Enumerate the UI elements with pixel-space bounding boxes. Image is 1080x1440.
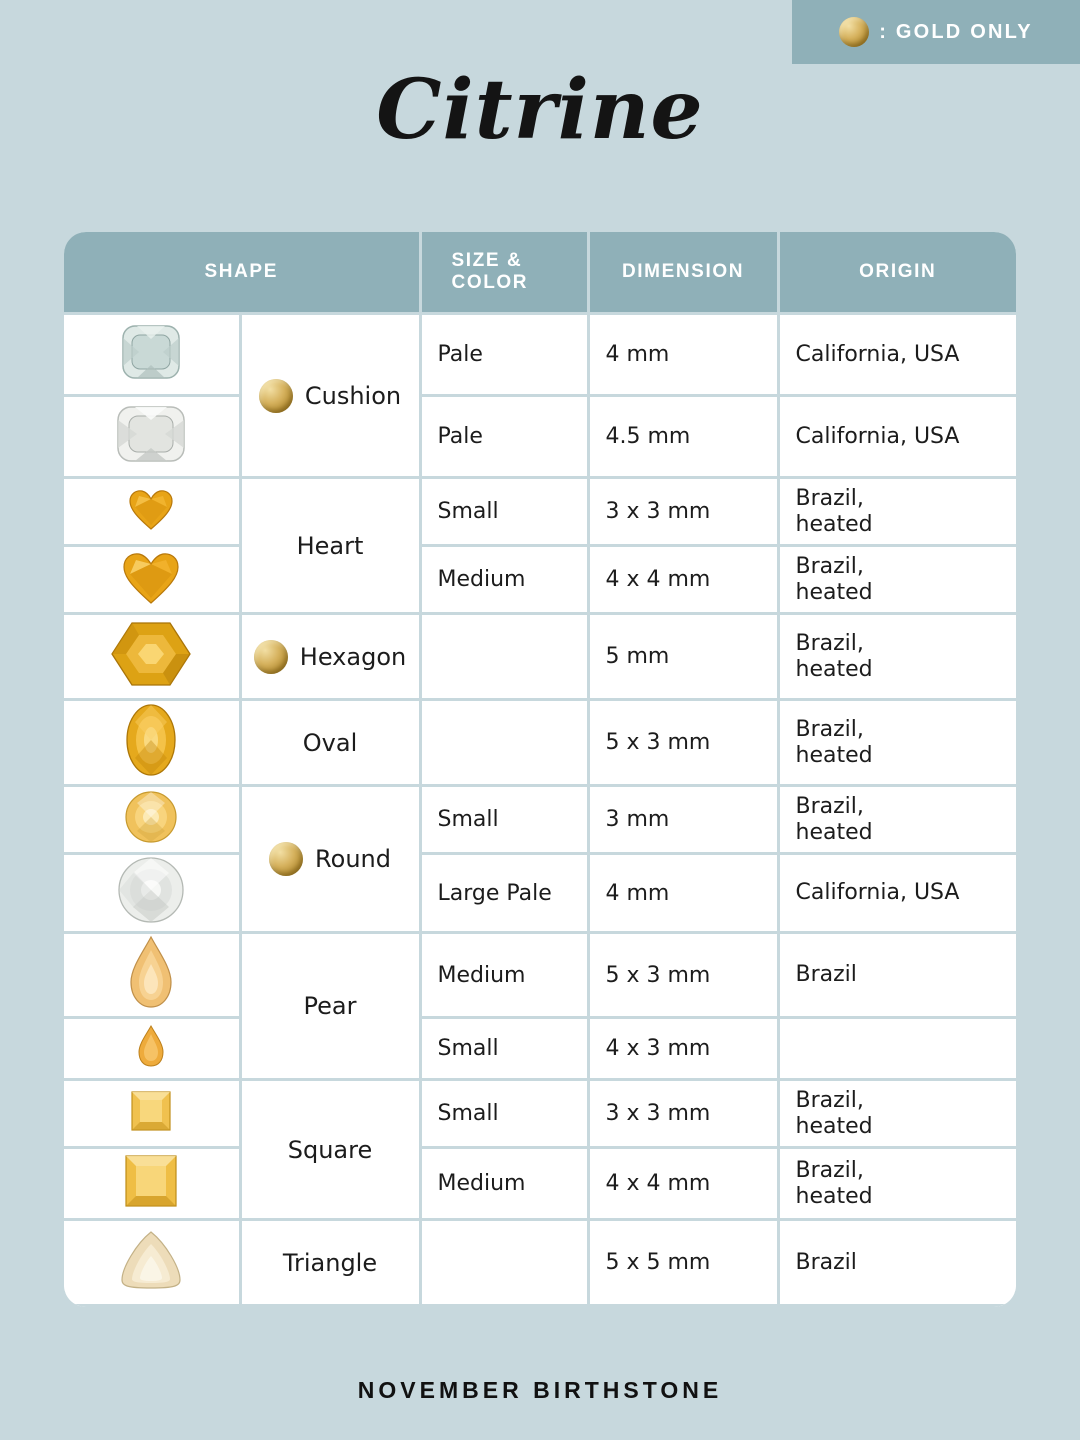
dimension-cell: 5 x 3 mm — [588, 933, 778, 1018]
origin-cell — [778, 1018, 1016, 1080]
shape-name-cell — [240, 933, 420, 1080]
shape-label: Heart — [296, 531, 364, 560]
gold-circle-icon — [269, 842, 303, 876]
gemstone-table-card — [64, 232, 1016, 1307]
dimension-cell: 4 mm — [588, 314, 778, 396]
table-row — [64, 700, 1016, 786]
table-row — [64, 786, 1016, 854]
gold-circle-icon — [259, 379, 293, 413]
size-color-cell: Small — [420, 1080, 588, 1148]
table-row — [64, 1148, 1016, 1220]
dimension-cell: 4 x 3 mm — [588, 1018, 778, 1080]
dimension-cell: 3 x 3 mm — [588, 1080, 778, 1148]
dimension-cell: 3 x 3 mm — [588, 478, 778, 546]
gem-image-cell — [64, 1080, 240, 1148]
dimension-cell: 4 x 4 mm — [588, 1148, 778, 1220]
heart-small-gem-icon — [127, 487, 175, 531]
table-row — [64, 854, 1016, 933]
size-color-cell: Medium — [420, 1148, 588, 1220]
shape-label: Pear — [303, 992, 357, 1020]
origin-cell: California, USA — [778, 854, 1016, 933]
gem-image-cell — [64, 396, 240, 478]
gem-image-cell — [64, 314, 240, 396]
page-title: Citrine — [376, 62, 704, 158]
table-row — [64, 614, 1016, 700]
gold-circle-icon — [254, 640, 288, 674]
dimension-cell: 4 mm — [588, 854, 778, 933]
table-row — [64, 1220, 1016, 1306]
pear-medium-gem-icon — [127, 934, 175, 1010]
dimension-cell: 4.5 mm — [588, 396, 778, 478]
table-body — [64, 314, 1016, 1306]
column-header-size-color: SIZE & COLOR — [420, 232, 588, 314]
column-header-shape: SHAPE — [64, 232, 420, 314]
size-color-cell — [420, 614, 588, 700]
origin-cell: Brazil, heated — [778, 614, 1016, 700]
origin-cell: California, USA — [778, 314, 1016, 396]
origin-cell: Brazil, heated — [778, 700, 1016, 786]
shape-label: Square — [287, 1135, 373, 1164]
gem-image-cell — [64, 1148, 240, 1220]
cushion-pale-gem-2-icon — [113, 402, 189, 466]
gold-only-badge — [792, 0, 1080, 64]
dimension-cell: 4 x 4 mm — [588, 546, 778, 614]
oval-gem-icon — [123, 702, 179, 778]
size-color-cell: Large Pale — [420, 854, 588, 933]
size-color-cell: Pale — [420, 396, 588, 478]
table-row — [64, 314, 1016, 396]
gold-only-label: : GOLD ONLY — [879, 20, 1033, 43]
shape-name-cell — [240, 1080, 420, 1220]
shape-name-cell — [240, 478, 420, 614]
gem-image-cell — [64, 546, 240, 614]
size-color-cell — [420, 700, 588, 786]
size-color-cell: Small — [420, 786, 588, 854]
table-header — [64, 232, 1016, 314]
table-row — [64, 1080, 1016, 1148]
gemstone-table — [64, 232, 1016, 1307]
gem-image-cell — [64, 1220, 240, 1306]
dimension-cell: 3 mm — [588, 786, 778, 854]
size-color-cell: Medium — [420, 933, 588, 1018]
shape-label: Oval — [302, 728, 358, 757]
gem-image-cell — [64, 786, 240, 854]
hexagon-gem-icon — [108, 619, 194, 689]
size-color-cell: Pale — [420, 314, 588, 396]
gem-image-cell — [64, 933, 240, 1018]
origin-cell: Brazil, heated — [778, 1080, 1016, 1148]
gem-image-cell — [64, 854, 240, 933]
shape-label: Hexagon — [299, 642, 407, 671]
triangle-gem-icon — [116, 1228, 186, 1292]
origin-cell: Brazil — [778, 1220, 1016, 1306]
shape-label: Triangle — [282, 1248, 378, 1277]
dimension-cell: 5 mm — [588, 614, 778, 700]
shape-name-cell — [240, 786, 420, 933]
heart-medium-gem-icon — [120, 549, 182, 605]
origin-cell: Brazil, heated — [778, 546, 1016, 614]
gold-circle-icon — [839, 17, 869, 47]
gem-image-cell — [64, 1018, 240, 1080]
size-color-cell: Small — [420, 1018, 588, 1080]
origin-cell: Brazil, heated — [778, 478, 1016, 546]
shape-name-cell — [240, 614, 420, 700]
origin-cell: Brazil — [778, 933, 1016, 1018]
square-medium-gem-icon — [122, 1152, 180, 1210]
origin-cell: Brazil, heated — [778, 786, 1016, 854]
footer-caption: NOVEMBER BIRTHSTONE — [357, 1377, 723, 1403]
shape-name-cell — [240, 700, 420, 786]
round-small-gem-icon — [123, 789, 179, 845]
dimension-cell: 5 x 3 mm — [588, 700, 778, 786]
shape-name-cell — [240, 314, 420, 478]
table-row — [64, 546, 1016, 614]
round-large-pale-gem-icon — [116, 855, 186, 925]
size-color-cell — [420, 1220, 588, 1306]
column-header-dimension: DIMENSION — [588, 232, 778, 314]
gem-image-cell — [64, 478, 240, 546]
origin-cell: California, USA — [778, 396, 1016, 478]
size-color-cell: Medium — [420, 546, 588, 614]
column-header-origin: ORIGIN — [778, 232, 1016, 314]
table-row — [64, 478, 1016, 546]
size-color-cell: Small — [420, 478, 588, 546]
gem-image-cell — [64, 700, 240, 786]
pear-small-gem-icon — [137, 1024, 165, 1068]
table-row — [64, 1018, 1016, 1080]
cushion-pale-gem-icon — [117, 321, 185, 383]
table-row — [64, 933, 1016, 1018]
shape-label: Cushion — [304, 381, 402, 410]
shape-name-cell — [240, 1220, 420, 1306]
square-small-gem-icon — [128, 1088, 174, 1134]
shape-label: Round — [315, 845, 391, 873]
dimension-cell: 5 x 5 mm — [588, 1220, 778, 1306]
gem-image-cell — [64, 614, 240, 700]
table-row — [64, 396, 1016, 478]
origin-cell: Brazil, heated — [778, 1148, 1016, 1220]
